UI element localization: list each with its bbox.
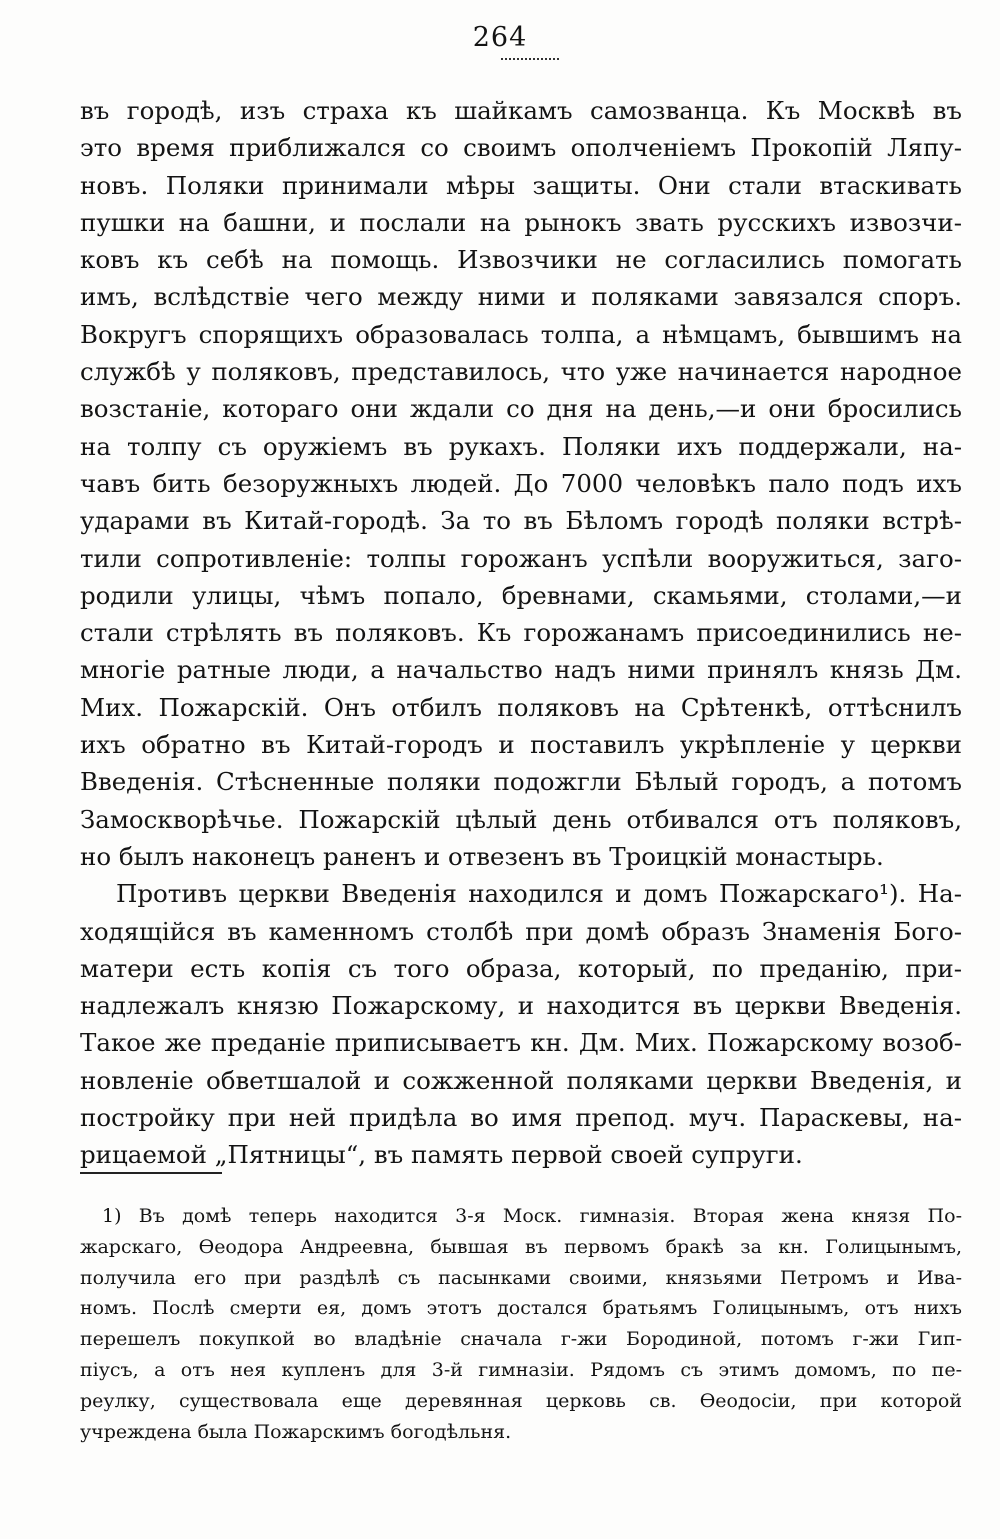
text-line: пушки на башни, и послали на рынокъ звать русскихъ извозчи- [80, 207, 962, 237]
text-line: новленіе обветшалой и сожженной поляками церкви Введенія, и [80, 1065, 962, 1095]
text-line: Вокругъ спорящихъ образовалась толпа, а нѣмцамъ, бывшимъ на [80, 319, 962, 349]
footnote-line: піусъ, а отъ нея купленъ для 3-й гимназіи. Рядомъ съ этимъ домомъ, по пе- [80, 1358, 962, 1381]
text-line: Введенія. Стѣсненные поляки подожгли Бѣлый городъ, а потомъ [80, 767, 962, 797]
text-line: надлежалъ князю Пожарскому, и находится въ церкви Введенія. [80, 991, 962, 1021]
text-line: Замоскворѣчье. Пожарскій цѣлый день отбивался отъ поляковъ, [80, 804, 962, 834]
text-line: чавъ бить безоружныхъ людей. До 7000 человѣкъ пало подъ ихъ [80, 468, 962, 498]
text-line: стали стрѣлять въ поляковъ. Къ горожанамъ присоединились не- [80, 618, 962, 648]
text-line: Такое же преданіе приписываетъ кн. Дм. Мих. Пожарскому возоб- [80, 1028, 962, 1058]
text-line: матери есть копія съ того образа, который, по преданію, при- [80, 953, 962, 983]
text-line: ударами въ Китай-городѣ. За то въ Бѣломъ городѣ поляки встрѣ- [80, 506, 962, 536]
text-line: на толпу съ оружіемъ въ рукахъ. Поляки ихъ поддержали, на- [80, 431, 962, 461]
text-line: имъ, вслѣдствіе чего между ними и поляками завязался споръ. [80, 282, 962, 312]
text-line: это время приближался со своимъ ополченіемъ Прокопій Ляпу- [80, 133, 962, 163]
text-line: ковъ къ себѣ на помощь. Извозчики не согласились помогать [80, 245, 962, 275]
text-line: ходящійся въ каменномъ столбѣ при домѣ образъ Знаменія Бого- [80, 916, 962, 946]
footnote-line: получила его при раздѣлѣ съ пасынками своими, князьями Петромъ и Ива- [80, 1266, 962, 1289]
footnote-line: номъ. Послѣ смерти ея, домъ этотъ достался братьямъ Голицынымъ, отъ нихъ [80, 1297, 962, 1320]
text-line: многіе ратные люди, а начальство надъ ними принялъ князь Дм. [80, 655, 962, 685]
text-line: новъ. Поляки принимали мѣры защиты. Они стали втаскивать [80, 170, 962, 200]
text-line: тили сопротивленіе: толпы горожанъ успѣли вооружиться, заго- [80, 543, 962, 573]
text-line: но былъ наконецъ раненъ и отвезенъ въ Троицкій монастырь. [80, 841, 884, 871]
footnote-line: 1) Въ домѣ теперь находится 3-я Моск. гимназія. Вторая жена князя По- [102, 1205, 962, 1227]
text-line: Мих. Пожарскій. Онъ отбилъ поляковъ на Срѣтенкѣ, оттѣснилъ [80, 692, 962, 722]
footnote [80, 1201, 962, 1447]
footnote-line: учреждена была Пожарскимъ богодѣльня. [80, 1420, 512, 1443]
text-line: ихъ обратно въ Китай-городъ и поставилъ укрѣпленіе у церкви [80, 730, 962, 760]
footnote-separator [80, 1172, 222, 1174]
footnote-line: реулку, существовала еще деревянная церковь св. Ѳеодосіи, при которой [80, 1389, 962, 1412]
main-text [80, 92, 962, 1174]
text-line: постройку при ней придѣла во имя препод. муч. Параскевы, на- [80, 1103, 962, 1133]
text-line: службѣ у поляковъ, представилось, что уже начинается народное [80, 357, 962, 387]
text-line: возстаніе, котораго они ждали со дня на день,—и они бросились [80, 394, 962, 424]
text-line: родили улицы, чѣмъ попало, бревнами, скамьями, столами,—и [80, 580, 962, 610]
text-line: въ городѣ, изъ страха къ шайкамъ самозванца. Къ Москвѣ въ [80, 96, 962, 125]
page-number: 264 [472, 22, 528, 53]
text-line: рицаемой „Пятницы“, въ память первой своей супруги. [80, 1140, 803, 1170]
footnote-line: перешелъ покупкой во владѣніе сначала г-жи Бородиной, потомъ г-жи Гип- [80, 1328, 962, 1351]
footnote-line: жарскаго, Ѳеодора Андреевна, бывшая въ первомъ бракѣ за кн. Голицынымъ, [80, 1235, 962, 1258]
page-number-underline [501, 58, 559, 60]
text-line: Противъ церкви Введенія находился и домъ Пожарскаго¹). На- [116, 879, 962, 909]
